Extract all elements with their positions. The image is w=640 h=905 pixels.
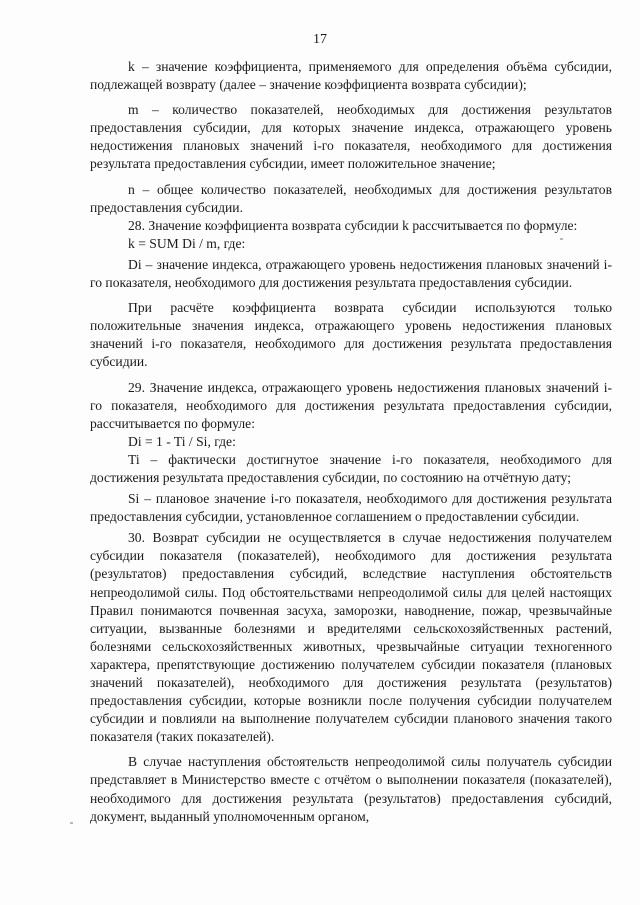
paragraph-di-definition: Di – значение индекса, отражающего уровень недостижения плановых значений i-го показателя, необходимого для достижения результата предоставления субсидии. (90, 256, 612, 291)
paragraph-positive-values: При расчёте коэффициента возврата субсидии используются только положительные значения индекса, отражающего уровень недостижения плановых значений i-го показателя, необходимого для достижения результата предоставления субсидии. (90, 300, 612, 370)
paragraph-k-definition: k – значение коэффициента, применяемого для определения объёма субсидии, подлежащей возврату (далее – значение коэффициента возврата субсидии); (90, 59, 612, 93)
paragraph-28: 28. Значение коэффициента возврата субсидии k рассчитывается по формуле: (128, 217, 578, 233)
paragraph-29: 29. Значение индекса, отражающего уровень недостижения плановых значений i-го показателя, необходимого для достижения результата предоставления субсидии, рассчитывается по формуле: (90, 379, 612, 431)
scan-speck (70, 822, 73, 824)
paragraph-30: 30. Возврат субсидии не осуществляется в случае недостижения получателем субсидии показателя (показателей), необходимого для достижения результата (результатов) предоставления субсидий, вследствие наступления обстоятельств непреодолимой силы. Под обстоятельствами непреодолимой силы для целей настоящих Правил понимаются почвенная засуха, заморозки, наводнение, пожар, чрезвычайные ситуации, вызванные болезнями и вредителями сельскохозяйственных растений, болезнями сельскохозяйственных животных, чрезвычайные ситуации техногенного характера, препятствующие достижению получателем субсидии показателя (плановых значений показателей), необходимого для достижения результата (результатов) предоставления субсидии, которые возникли после получения субсидии получателем субсидии и повлияли на выполнение получателем субсидии планового значения такого показателя (таких показателей). (90, 530, 612, 745)
paragraph-n-definition: n – общее количество показателей, необходимых для достижения результатов предоставления субсидии. (90, 181, 612, 215)
paragraph-si-definition: Si – плановое значение i-го показателя, необходимого для достижения результата предоставления субсидии, установленное соглашением о предоставлении субсидии. (90, 491, 612, 525)
paragraph-ti-definition: Ti – фактически достигнутое значение i-го показателя, необходимого для достижения результата предоставления субсидии, по состоянию на отчётную дату; (90, 451, 612, 485)
paragraph-m-definition: m – количество показателей, необходимых для достижения результатов предоставления субсидии, для которых значение индекса, отражающего уровень недостижения плановых значений i-го показателя, необходимого для достижения результата предоставления субсидии, имеет положительное значение; (90, 102, 612, 172)
document-body (90, 58, 612, 826)
paragraph-force-majeure: В случае наступления обстоятельств непреодолимой силы получатель субсидии представляет в Министерство вместе с отчётом о выполнении показателя (показателей), необходимого для достижения результата (результатов) предоставления субсидий, документ, выданный уполномоченным органом, (90, 754, 612, 824)
scan-speck (560, 238, 563, 240)
formula-di: Di = 1 - Ti / Si, где: (128, 433, 236, 449)
page-number: 17 (313, 32, 327, 47)
formula-k: k = SUM Di / m, где: (128, 235, 246, 251)
